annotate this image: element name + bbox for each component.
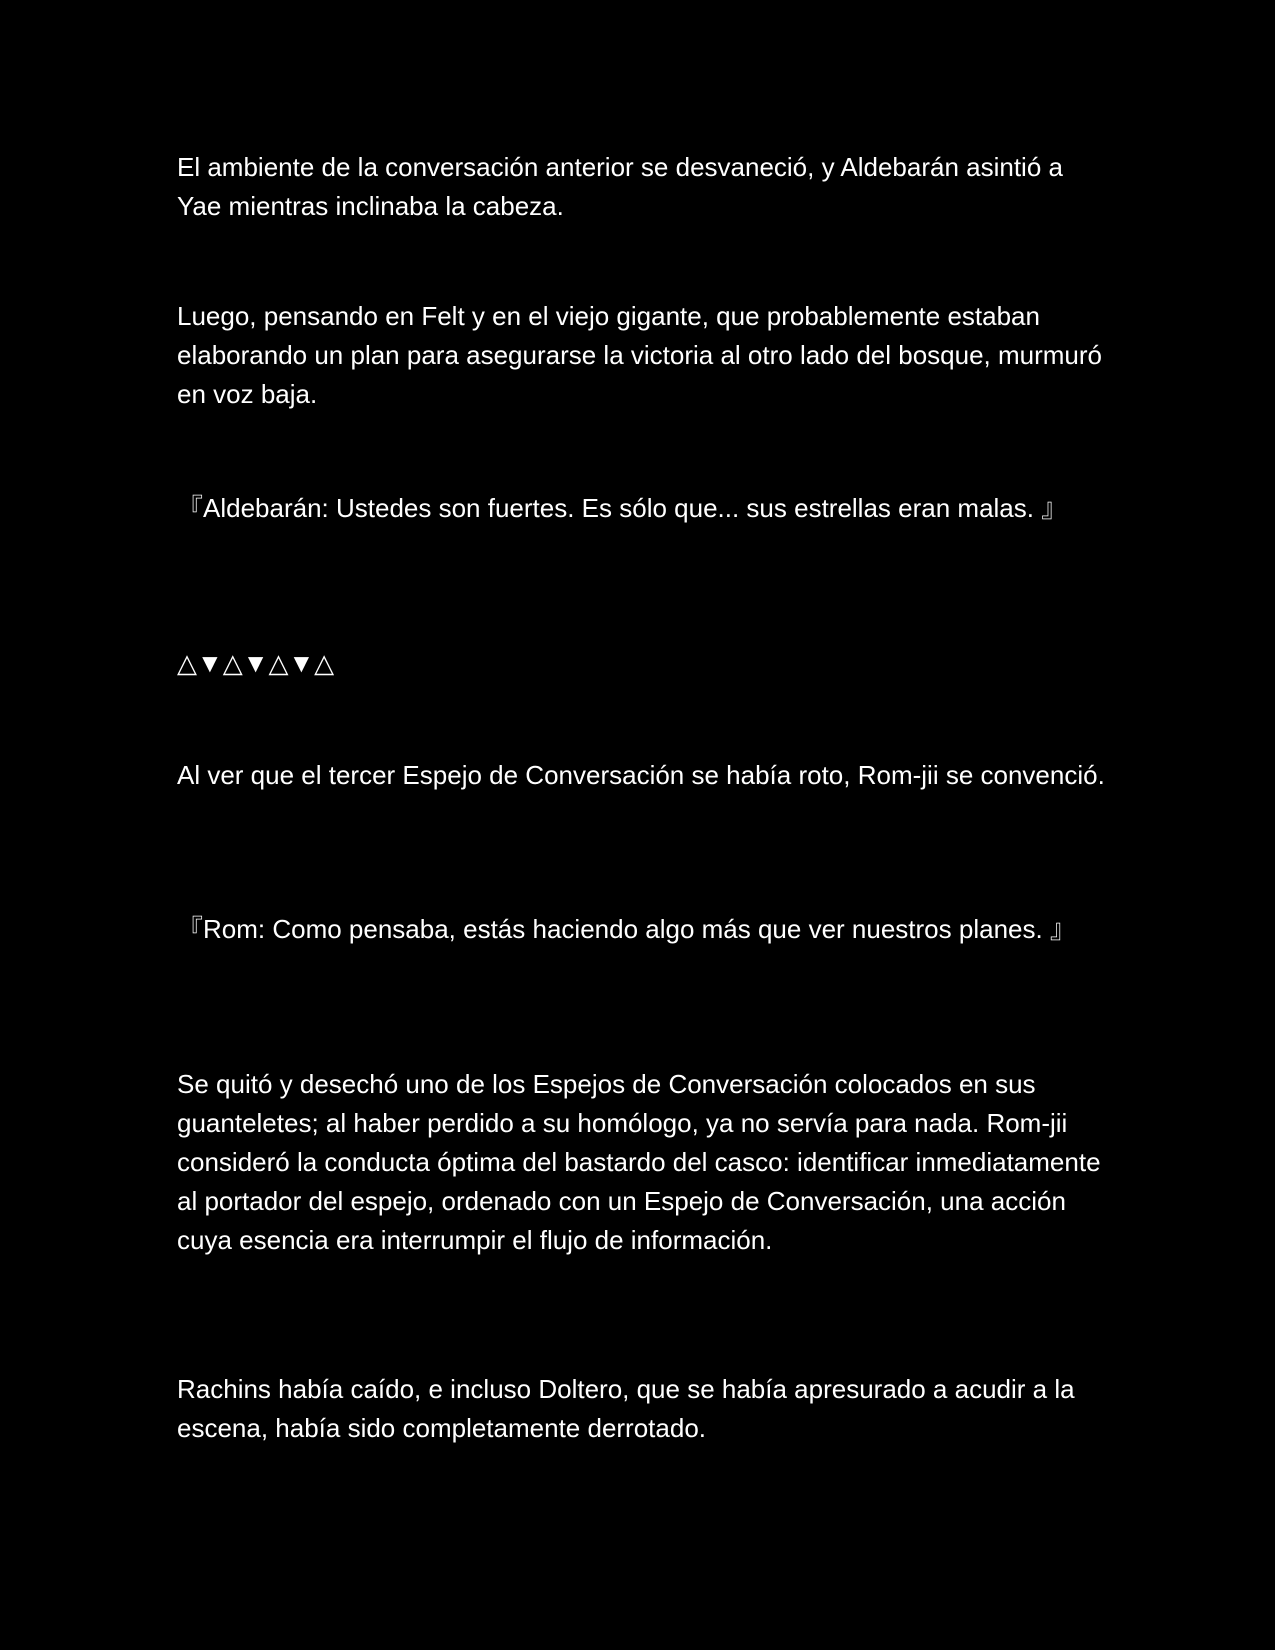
paragraph-5: Al ver que el tercer Espejo de Conversación se había roto, Rom-jii se convenció. <box>177 760 1105 790</box>
scene-separator: △▼△▼△▼△ <box>177 648 335 678</box>
paragraph-2: Luego, pensando en Felt y en el viejo gigante, que probablemente estaban elaborando un plan para asegurarse la victoria al otro lado del bosque, murmuró en voz baja. <box>177 301 1103 409</box>
paragraph-8: Rachins había caído, e incluso Doltero, que se había apresurado a acudir a la escena, había sido completamente derrotado. <box>177 1374 1075 1443</box>
paragraph-7: Se quitó y desechó uno de los Espejos de Conversación colocados en sus guanteletes; al haber perdido a su homólogo, ya no servía para nada. Rom-jii consideró la conducta óptima del bastardo del casco: identificar inmediatamente al portador del espejo, ordenado con un Espejo de Conversación, una acción cuya esencia era interrumpir el flujo de información. <box>177 1069 1101 1255</box>
paragraph-1: El ambiente de la conversación anterior se desvaneció, y Aldebarán asintió a Yae mientras inclinaba la cabeza. <box>177 152 1063 221</box>
dialogue-rom: 『Rom: Como pensaba, estás haciendo algo más que ver nuestros planes. 』 <box>177 914 1076 944</box>
dialogue-aldebaran: 『Aldebarán: Ustedes son fuertes. Es sólo que... sus estrellas eran malas. 』 <box>177 493 1068 523</box>
